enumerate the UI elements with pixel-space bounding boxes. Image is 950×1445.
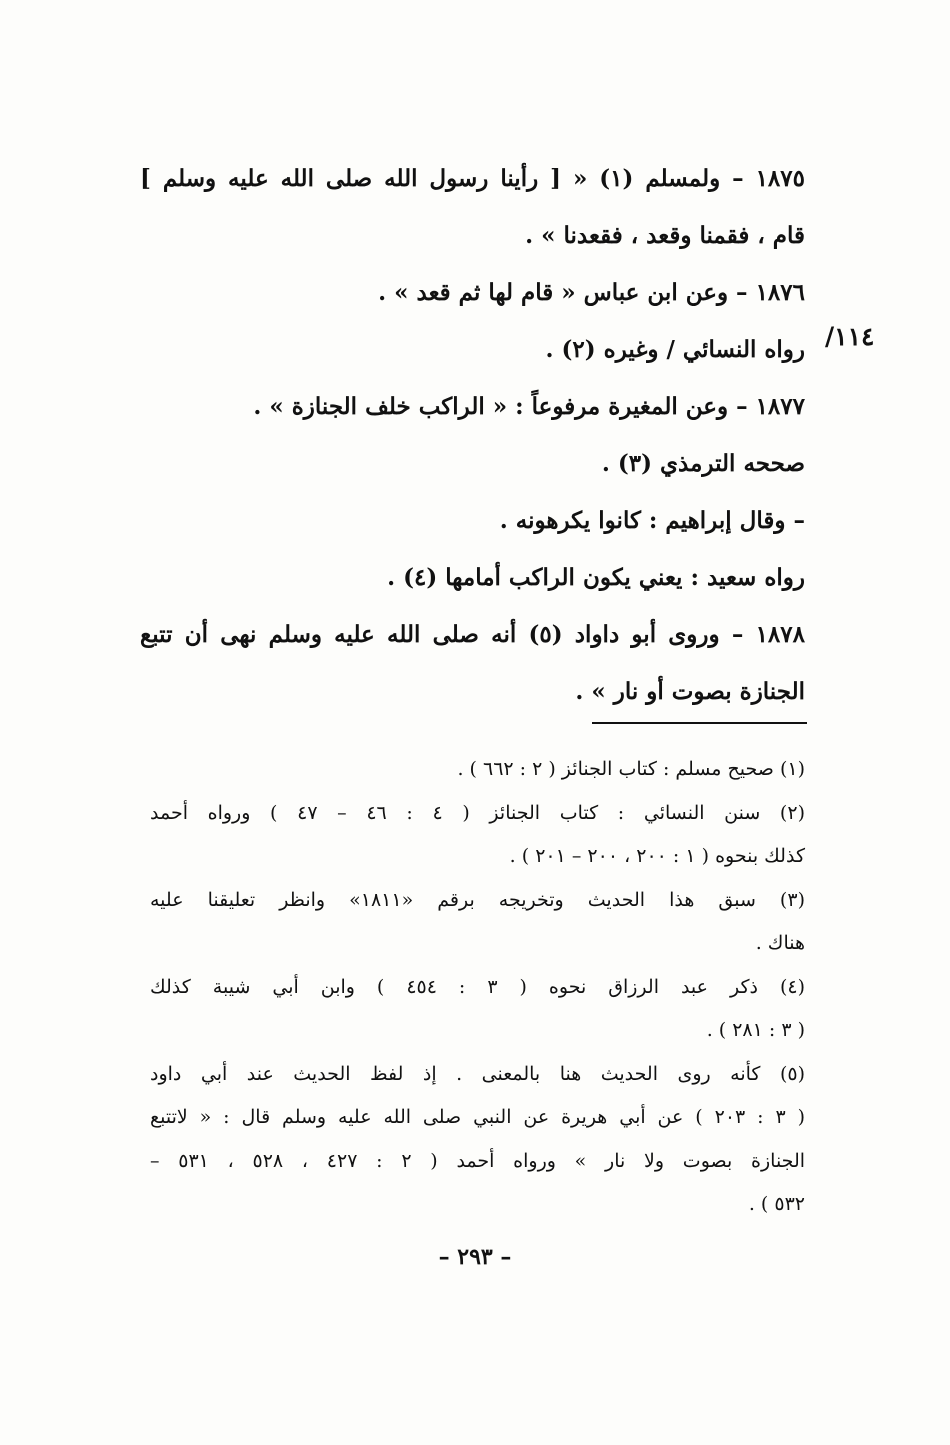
text-line: الجنازة بصوت أو نار » . [575,678,805,705]
text-line: ١٨٧٦ – وعن ابن عباس « قام لها ثم قعد » . [378,279,805,306]
footnote-line: هناك . [755,932,805,954]
footnote-line: الجنازة بصوت ولا نار » ورواه أحمد ( ٢ : ٤٢٧ ، ٥٢٨ ، ٥٣١ – [150,1149,806,1172]
footnote-line: ( ٣ : ٢٠٣ ) عن أبي هريرة عن النبي صلى الله عليه وسلم قال : « لاتتبع [150,1106,806,1128]
footnote-line: (٣) سبق هذا الحديث وتخريجه برقم «١٨١١» وانظر تعليقنا عليه [150,888,805,911]
text-line: ١٨٧٧ – وعن المغيرة مرفوعاً : « الراكب خلف الجنازة » . [253,393,805,420]
footnote-line: ( ٣ : ٢٨١ ) . [706,1019,805,1041]
text-line: رواه سعيد : يعني يكون الراكب أمامها (٤) . [387,564,805,591]
page-number: – ٢٩٣ – [438,1244,512,1270]
footnote-line: (٢) سنن النسائي : كتاب الجنائز ( ٤ : ٤٦ – ٤٧ ) ورواه أحمد [150,801,805,824]
footnote-line: كذلك بنحوه ( ١ : ٢٠٠ ، ٢٠٠ – ٢٠١ ) . [509,845,805,867]
text-line: ١٨٧٨ – وروى أبو داواد (٥) أنه صلى الله عليه وسلم نهى أن تتبع [140,621,805,648]
footnote-line: (٤) ذكر عبد الرزاق نحوه ( ٣ : ٤٥٤ ) وابن أبي شيبة كذلك [150,975,805,998]
footnote-line: (١) صحيح مسلم : كتاب الجنائز ( ٢ : ٦٦٢ ) . [457,758,805,780]
footnotes [150,748,805,1227]
margin-page-reference: ١١٤/ [825,322,875,351]
text-line: صححه الترمذي (٣) . [601,450,805,477]
footnote-line: (٥) كأنه روى الحديث هنا بالمعنى . إذ لفظ الحديث عند أبي داود [150,1062,805,1085]
text-line: رواه النسائي / وغيره (٢) . [545,336,805,363]
text-line: – وقال إبراهيم : كانوا يكرهونه . [499,507,805,534]
main-text [140,150,805,720]
text-line: قام ، فقمنا وقعد ، فقعدنا » . [525,222,805,249]
footnote-divider [592,722,807,724]
footnote-line: ٥٣٢ ) . [748,1193,805,1215]
text-line: ١٨٧٥ – ولمسلم (١) « [ رأينا رسول الله صلى الله عليه وسلم ] [140,165,805,192]
